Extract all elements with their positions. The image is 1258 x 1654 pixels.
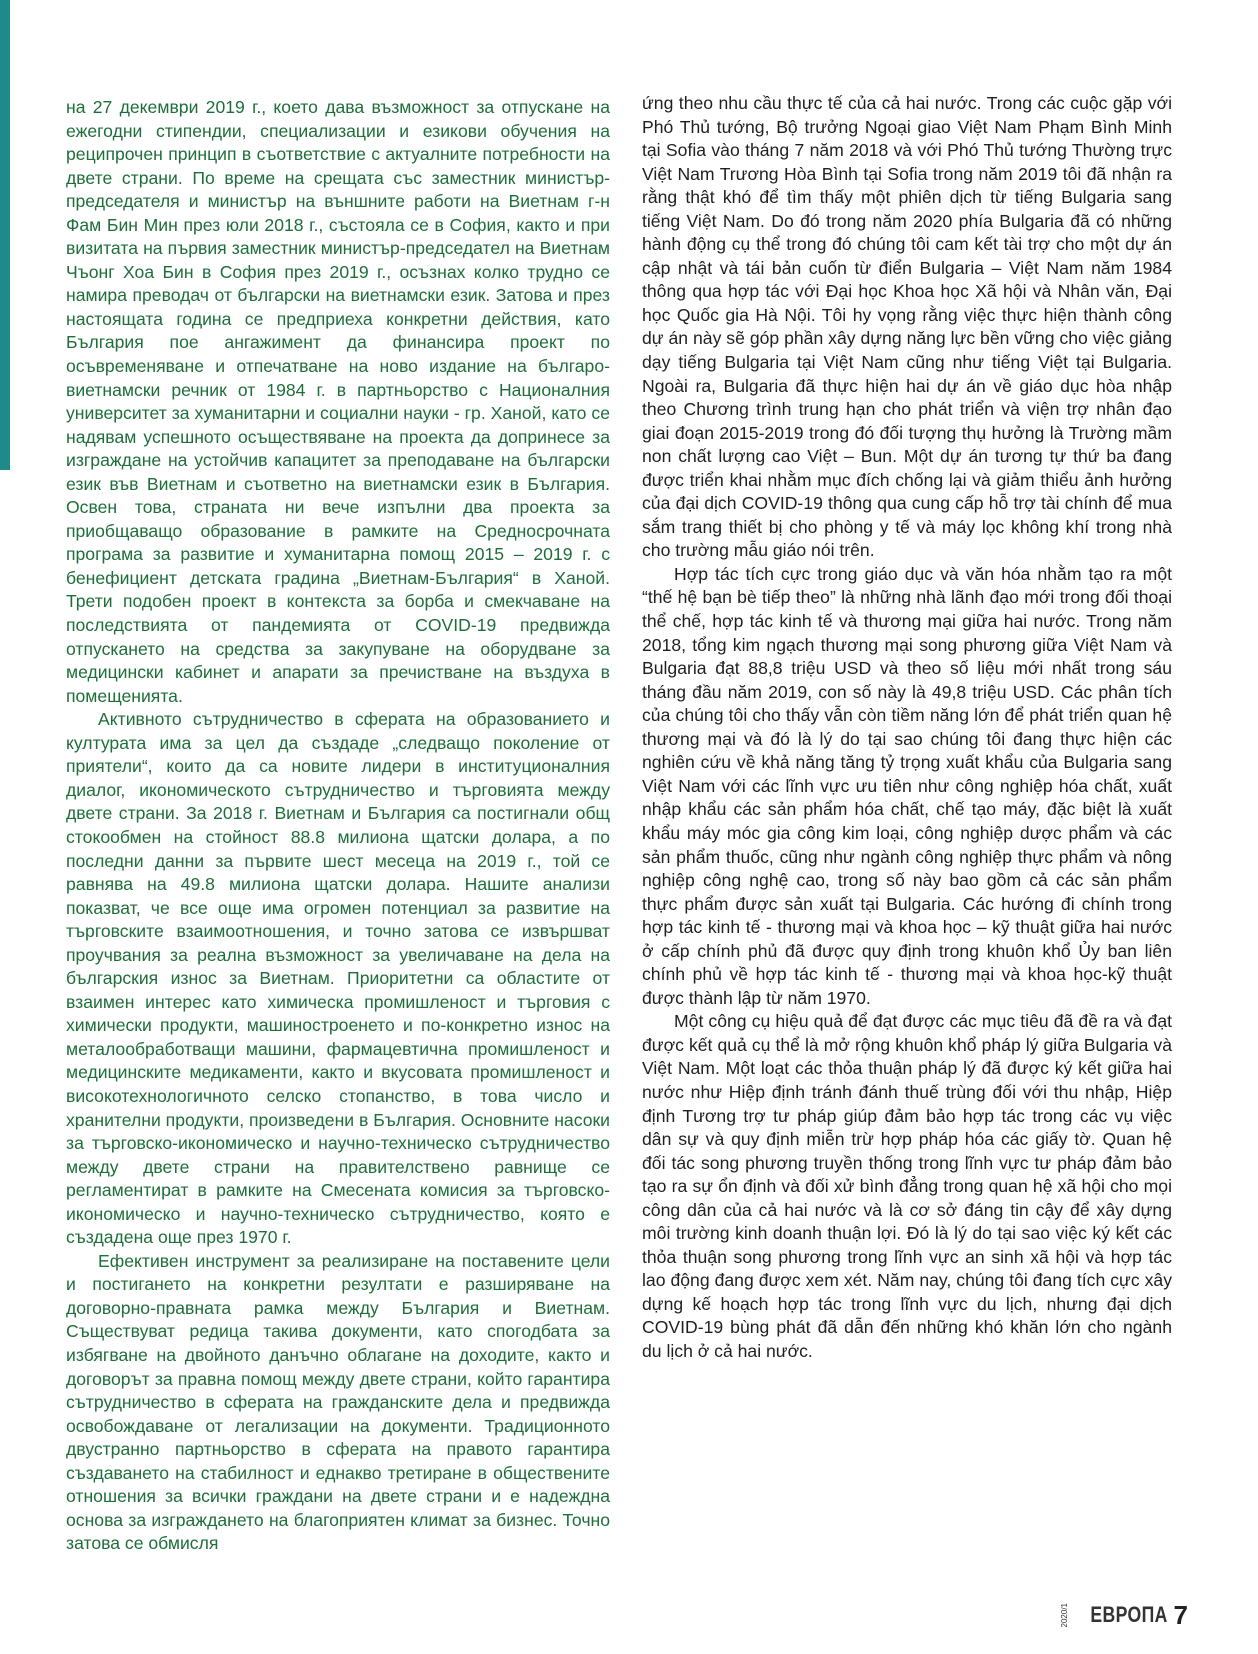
publication-logo: [1061, 1602, 1168, 1628]
publication-name: ЕВРОПА: [1090, 1602, 1168, 1627]
publication-year: 2020/1: [1059, 1602, 1069, 1628]
vietnamese-paragraph: Một công cụ hiệu quả để đạt được các mục tiêu đã đề ra và đạt được kết quả cụ thể là mở rộng khuôn khổ pháp lý giữa Bulgaria và Việt Nam. Một loạt các thỏa thuận pháp lý đã được ký kết giữa hai nước như Hiệp định tránh đánh thuế trùng đối với thu nhập, Hiệp định Tương trợ tư pháp giúp đảm bảo hợp tác trong các vụ việc dân sự và quy định miễn trừ hợp pháp hóa các giấy tờ. Quan hệ đối tác song phương truyền thống trong lĩnh vực tư pháp đảm bảo tạo ra sự ổn định và đối xử bình đẳng trong quan hệ xã hội cho mọi công dân của cả hai nước và là cơ sở đáng tin cậy để xây dựng môi trường kinh doanh thuận lợi. Đó là lý do tại sao việc ký kết các thỏa thuận song phương trong lĩnh vực an sinh xã hội và hợp tác lao động đang được xem xét. Năm nay, chúng tôi đang tích cực xây dựng kế hoạch hợp tác trong lĩnh vực du lịch, nhưng đại dịch COVID-19 bùng phát đã dẫn đến những khó khăn lớn cho ngành du lịch ở cả hai nước.: [642, 1011, 1172, 1361]
bulgarian-paragraph: Активното сътрудничество в сферата на образованието и културата има за цел да създаде „следващо поколение от приятели“, които да са новите лидери в институционалния диалог, икономическото сътрудничество и търговията между двете страни. За 2018 г. Виетнам и България са постигнали общ стокообмен на стойност 88.8 милиона щатски долара, а по последни данни за първите шест месеца на 2019 г., той се равнява на 49.8 милиона щатски долара. Нашите анализи показват, че все още има огромен потенциал за развитие на търговските взаимоотношения, и точно затова се извършват проучвания за реална възможност за увеличаване на дела на българския износ за Виетнам. Приоритетни са областите от взаимен интерес като химическа промишленост и търговия с химически продукти, машиностроенето и по-конкретно износ на металообработващи машини, фармацевтична промишленост и медицинските медикаменти, както и вкусовата промишленост и високотехнологичното селско стопанство, в това число и хранителни продукти, произведени в България. Основните насоки за търговско-икономическо и научно-техническо сътрудничество между двете страни на правителствено равнище се регламентират в рамките на Смесената комисия за търговско-икономическо и научно-техническо сътрудничество, която е създадена още през 1970 г.: [66, 709, 611, 1248]
page-footer: [1061, 1602, 1188, 1628]
side-accent-bar: [0, 0, 10, 470]
page-number: 7: [1173, 1600, 1188, 1630]
bulgarian-column: [66, 96, 610, 1556]
vietnamese-paragraph: Hợp tác tích cực trong giáo dục và văn hóa nhằm tạo ra một “thế hệ bạn bè tiếp theo” là những nhà lãnh đạo mới trong đối thoại thể chế, hợp tác kinh tế và thương mại giữa hai nước. Trong năm 2018, tổng kim ngạch thương mại song phương giữa Việt Nam và Bulgaria đạt 88,8 triệu USD và theo số liệu mới nhất trong sáu tháng đầu năm 2019, con số này là 49,8 triệu USD. Các phân tích của chúng tôi cho thấy vẫn còn tiềm năng lớn để phát triển quan hệ thương mại và đó là lý do tại sao chúng tôi đang thực hiện các nghiên cứu về khả năng tăng tỷ trọng xuất khẩu của Bulgaria sang Việt Nam với các lĩnh vực ưu tiên như công nghiệp hóa chất, xuất nhập khẩu các sản phẩm hóa chất, chế tạo máy, đặc biệt là xuất khẩu máy móc gia công kim loại, công nghiệp dược phẩm và các sản phẩm thuốc, cũng như ngành công nghiệp thực phẩm và nông nghiệp công nghệ cao, trong số này bao gồm cả các sản phẩm thực phẩm được sản xuất tại Bulgaria. Các hướng đi chính trong hợp tác kinh tế - thương mại và khoa học – kỹ thuật giữa hai nước ở cấp chính phủ đã được quy định trong khuôn khổ Ủy ban liên chính phủ về hợp tác kinh tế - thương mại và khoa học-kỹ thuật được thành lập từ năm 1970.: [642, 563, 1172, 1008]
vietnamese-paragraph: ứng theo nhu cầu thực tế của cả hai nước. Trong các cuộc gặp với Phó Thủ tướng, Bộ trưởng Ngoại giao Việt Nam Phạm Bình Minh tại Sofia vào tháng 7 năm 2018 và với Phó Thủ tướng Thường trực Việt Nam Trương Hòa Bình tại Sofia trong năm 2019 tôi đã nhận ra rằng thật khó để tìm thấy một phiên dịch từ tiếng Bulgaria sang tiếng Việt Nam. Do đó trong năm 2020 phía Bulgaria đã có những hành động cụ thể trong đó chúng tôi cam kết tài trợ cho một dự án cập nhật và tái bản cuốn từ điển Bulgaria – Việt Nam năm 1984 thông qua hợp tác với Đại học Khoa học Xã hội và Nhân văn, Đại học Quốc gia Hà Nội. Tôi hy vọng rằng việc thực hiện thành công dự án này sẽ góp phần xây dựng năng lực bền vững cho việc giảng dạy tiếng Bulgaria tại Việt Nam cũng như tiếng Việt tại Bulgaria. Ngoài ra, Bulgaria đã thực hiện hai dự án về giáo dục hòa nhập theo Chương trình trung hạn cho phát triển và viện trợ nhân đạo giai đoạn 2015-2019 trong đó đối tượng thụ hưởng là Trường mầm non chất lượng cao Việt – Bun. Một dự án tương tự thứ ba đang được triển khai nhằm mục đích chống lại và giảm thiểu ảnh hưởng của đại dịch COVID-19 thông qua cung cấp hỗ trợ tài chính để mua sắm trang thiết bị cho phòng y tế và máy lọc không khí trong nhà cho trường mẫu giáo nói trên.: [642, 93, 1172, 561]
vietnamese-column: [642, 92, 1172, 1364]
bulgarian-paragraph: Ефективен инструмент за реализиране на поставените цели и постигането на конкретни резултати е разширяване на договорно-правната рамка между България и Виетнам. Съществуват редица такива документи, като спогодбата за избягване на двойното данъчно облагане на доходите, както и договорът за правна помощ между двете страни, който гарантира сътрудничество в сферата на гражданските дела и предвижда освобождаване от легализации на документи. Традиционното двустранно партньорство в сферата на правото гарантира създаването на стабилност и еднакво третиране в обществените отношения за всички граждани на двете страни и е надеждна основа за изграждането на благоприятен климат за бизнес. Точно затова се обмисля: [66, 1250, 610, 1554]
bulgarian-paragraph: на 27 декември 2019 г., което дава възможност за отпускане на ежегодни стипендии, специализации и езикови обучения на реципрочен принцип в съответствие с актуалните потребности на двете страни. По време на срещата със заместник министър-председателя и министър на външните работи на Виетнам г-н Фам Бин Мин през юли 2018 г., състояла се в София, както и при визитата на първия заместник министър-председател на Виетнам Чъонг Хоа Бин в София през 2019 г., осъзнах колко трудно се намира преводач от български на виетнамски език. Затова и през настоящата година се предприеха конкретни действия, като България пое ангажимент да финансира проект по осъвременяване и отпечатване на ново издание на българо-виетнамски речник от 1984 г. в партньорство с Националния университет за хуманитарни и социални науки - гр. Ханой, като се надявам успешното осъществяване на проекта да допринесе за изграждане на устойчив капацитет за преподаване на български език във Виетнам и съответно на виетнамски език в България. Освен това, страната ни вече изпълни два проекта за приобщаващо образование в рамките на Средносрочната програма за развитие и хуманитарна помощ 2015 – 2019 г. с бенефициент детската градина „Виетнам-България“ в Ханой. Трети подобен проект в контекста за борба и смекчаване на последствията от пандемията от COVID-19 предвижда отпускането на средства за закупуване на оборудване за медицински кабинет и апарати за пречистване на въздуха в помещенията.: [66, 97, 610, 706]
